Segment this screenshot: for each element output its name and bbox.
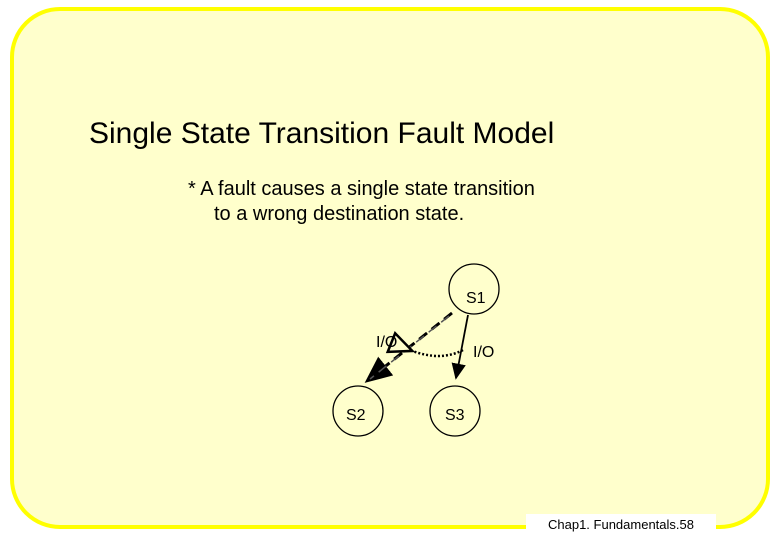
transition-label-correct: I/O [473, 344, 495, 361]
bullet-line-2: to a wrong destination state. [214, 203, 465, 225]
state-label-s2: S2 [346, 407, 366, 424]
fault-redirect-arc [410, 350, 463, 356]
state-label-s1: S1 [466, 290, 486, 307]
slide-title: Single State Transition Fault Model [89, 117, 555, 150]
footer-page-label: Chap1. Fundamentals.58 [526, 514, 716, 540]
bullet-line-1: * A fault causes a single state transition [188, 178, 535, 200]
state-label-s3: S3 [445, 407, 465, 424]
correct-transition-line [456, 315, 468, 378]
transition-label-faulty: I/O [376, 334, 398, 351]
